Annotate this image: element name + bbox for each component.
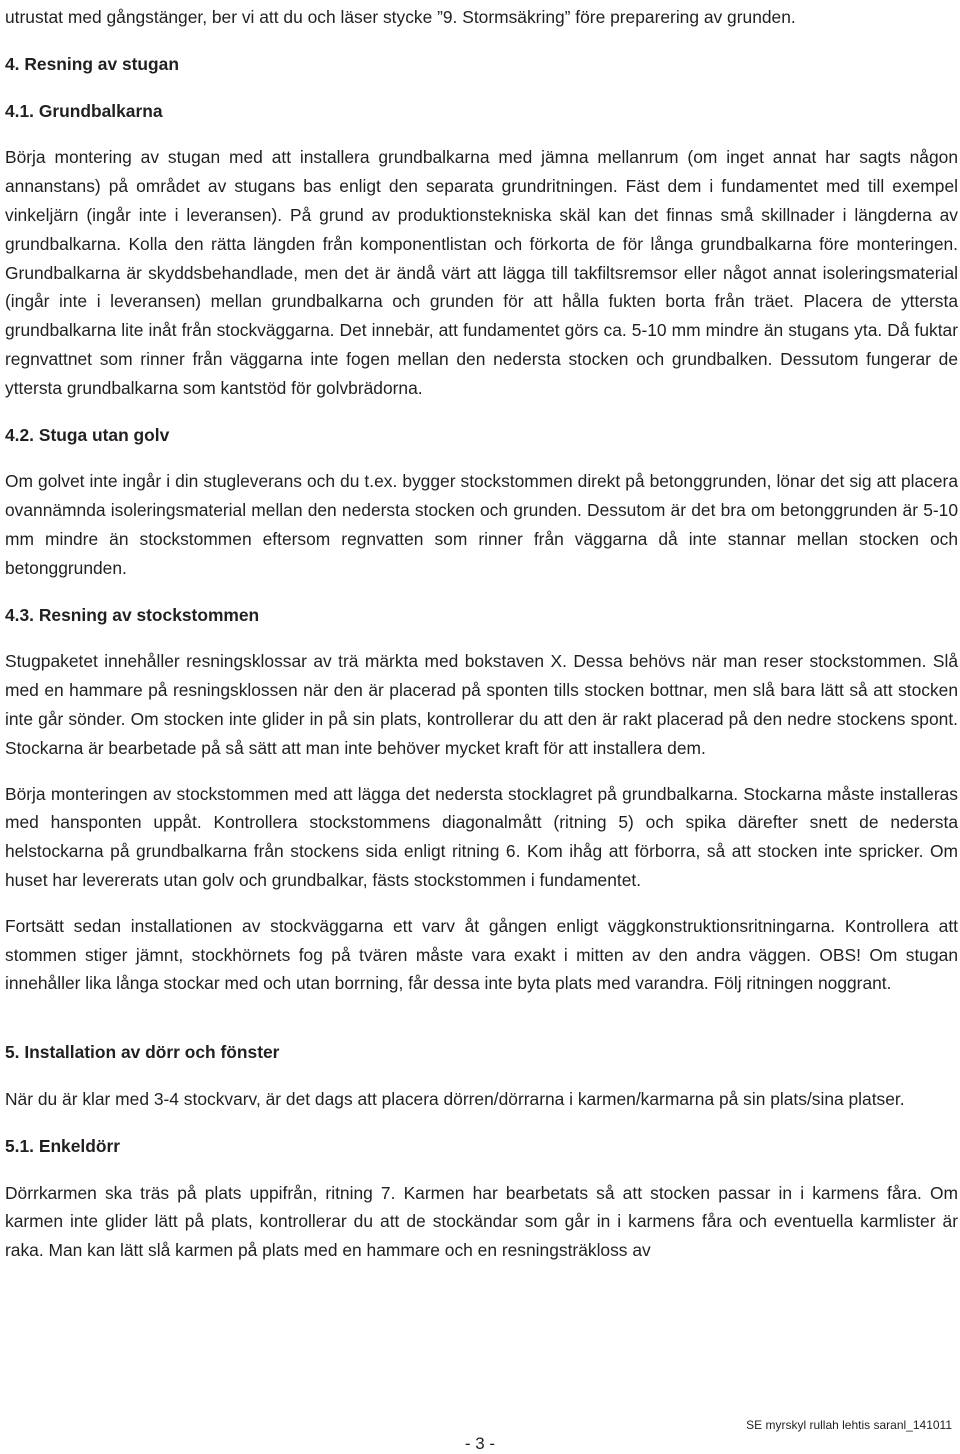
intro-line: utrustat med gångstänger, ber vi att du och läser stycke ”9. Stormsäkring” före preparering av grunden.: [5, 7, 796, 27]
section-4-2-paragraph: Om golvet inte ingår i din stugleverans och du t.ex. bygger stockstommen direkt på betonggrunden, lönar det sig att placera ovannämnda isoleringsmaterial mellan den nedersta stocken och grunden. Dessutom är det bra om betonggrunden är 5-10 mm mindre än stockstommen eftersom regnvatten som rinner från väggarna då inte stannar mellan stocken och betonggrunden.: [5, 471, 958, 578]
document-code: SE myrskyl rullah lehtis saranl_141011: [746, 1418, 952, 1432]
section-5-1-heading: 5.1. Enkeldörr: [5, 1135, 121, 1156]
document-page: [5, 0, 958, 1265]
section-5-1-paragraph: Dörrkarmen ska träs på plats uppifrån, ritning 7. Karmen har bearbetats så att stocken passar in i karmens fåra. Om karmen inte glider lätt på plats, kontrollerar du att de stockändar som går in i karmens fåra och eventuella karmlister är raka. Man kan lätt slå karmen på plats med en hammare och en resningsträkloss av: [5, 1182, 958, 1261]
section-4-1-paragraph: Börja montering av stugan med att installera grundbalkarna med jämna mellanrum (om inget annat har sagts någon annanstans) på området av stugans bas enligt den separata grundritningen. Fäst dem i fundamentet med till exempel vinkeljärn (ingår inte i leveransen). På grund av produktionstekniska skäl kan det finnas små skillnader i längderna av grundbalkarna. Kolla den rätta längden från komponentlistan och förkorta de för långa grundbalkarna före monteringen. Grundbalkarna är skyddsbehandlade, men det är ändå värt att lägga till takfiltsremsor eller något annat isoleringsmaterial (ingår inte i leveransen) mellan grundbalkarna och grunden för att hålla fukten borta från träet. Placera de yttersta grundbalkarna lite inåt från stockväggarna. Det innebär, att fundamentet görs ca. 5-10 mm mindre än stugans yta. Då fuktar regnvattnet som rinner från väggarna inte fogen mellan den nedersta stocken och grundbalken. Dessutom fungerar de yttersta grundbalkarna som kantstöd för golvbrädorna.: [5, 147, 958, 398]
section-5-paragraph: När du är klar med 3-4 stockvarv, är det dags att placera dörren/dörrarna i karmen/karmarna på sin plats/sina platser.: [5, 1088, 905, 1109]
section-4-1-heading: 4.1. Grundbalkarna: [5, 100, 163, 121]
page-number: - 3 -: [464, 1434, 496, 1453]
section-4-3-heading: 4.3. Resning av stockstommen: [5, 604, 260, 625]
section-4-2-heading: 4.2. Stuga utan golv: [5, 424, 170, 445]
section-5-heading: 5. Installation av dörr och fönster: [5, 1042, 280, 1063]
section-4-3-paragraph-1: Stugpaketet innehåller resningsklossar av trä märkta med bokstaven X. Dessa behövs när man reser stockstommen. Slå med en hammare på resningsklossen när den är placerad på sponten tills stocken bottnar, men slå bara lätt så att stocken inte går sönder. Om stocken inte glider in på sin plats, kontrollerar du att den är rakt placerad på den nedre stockens spont. Stockarna är bearbetade på så sätt att man inte behöver mycket kraft för att installera dem.: [5, 651, 958, 758]
section-4-3-paragraph-3: Fortsätt sedan installationen av stockväggarna ett varv åt gången enligt väggkonstruktionsritningarna. Kontrollera att stommen stiger jämnt, stockhörnets fog på tvären måste vara exakt i mitten av den andra väggen. OBS! Om stugan innehåller lika långa stockar med och utan borrning, får dessa inte byta plats med varandra. Följ ritningen noggrant.: [5, 915, 958, 994]
section-4-heading: 4. Resning av stugan: [5, 53, 179, 74]
section-4-3-paragraph-2: Börja monteringen av stockstommen med att lägga det nedersta stocklagret på grundbalkarna. Stockarna måste installeras med hansponten uppåt. Kontrollera stockstommens diagonalmått (ritning 5) och spika därefter snett de nedersta helstockarna på grundbalkarna från stockens sida enligt ritning 6. Kom ihåg att förborra, så att stocken inte spricker. Om huset har levererats utan golv och grundbalkar, fästs stockstommen i fundamentet.: [5, 783, 958, 890]
